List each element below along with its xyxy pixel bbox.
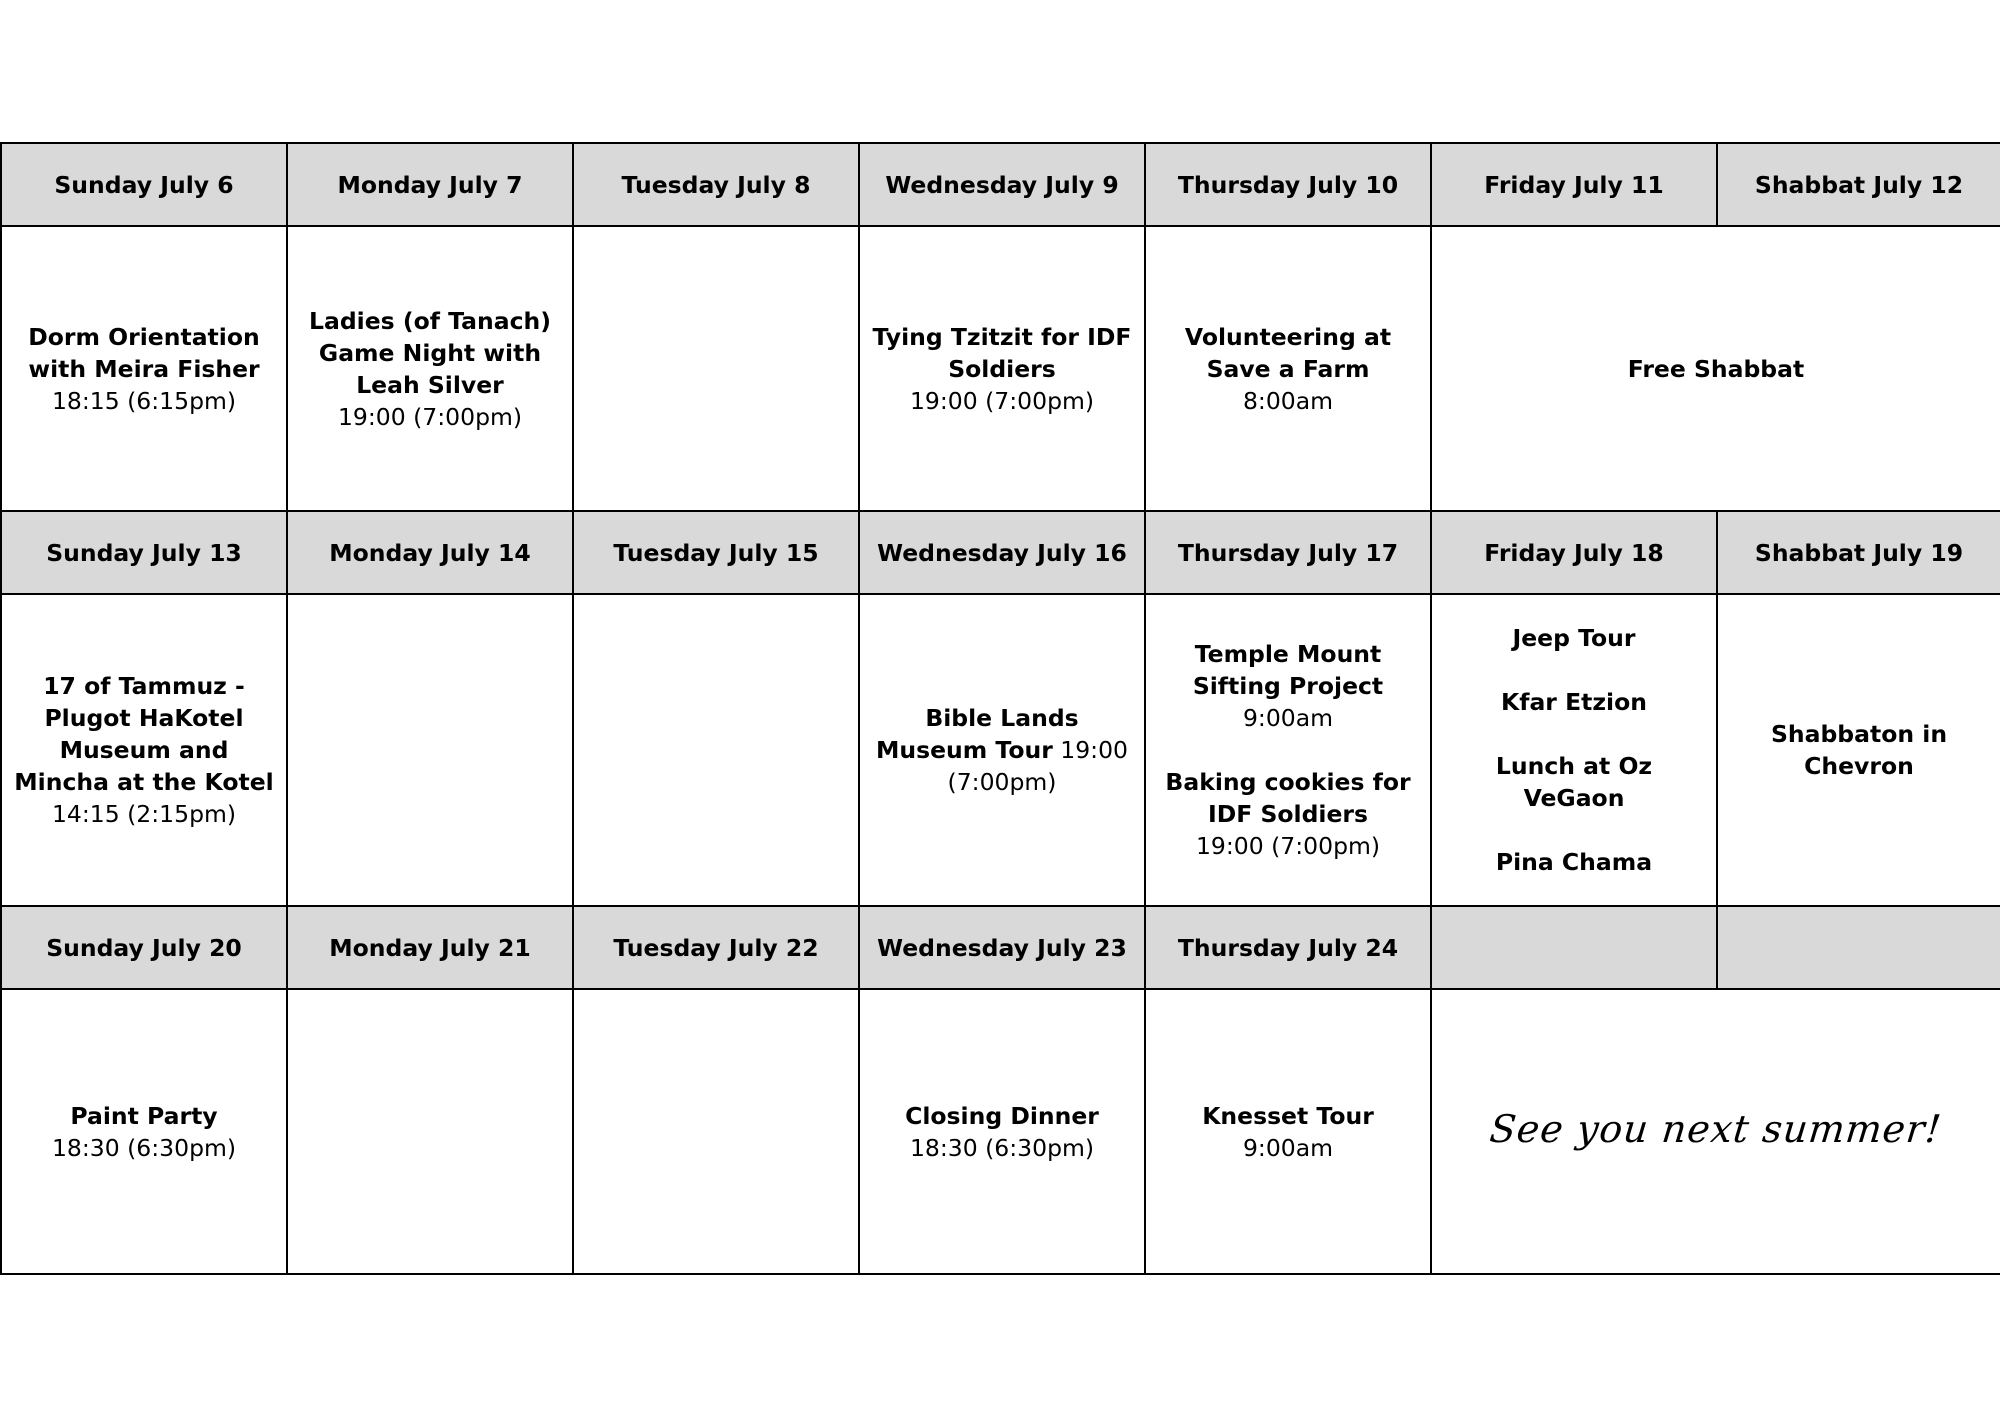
day-header: Wednesday July 23 [859, 906, 1145, 989]
day-header: Monday July 21 [287, 906, 573, 989]
day-cell [859, 989, 1145, 1274]
day-header: Thursday July 24 [1145, 906, 1431, 989]
day-cell-empty [287, 989, 573, 1274]
event-time: 9:00am [1242, 1133, 1334, 1162]
day-header: Monday July 14 [287, 511, 573, 594]
day-cell-empty [573, 989, 859, 1274]
event-time: 9:00am [1242, 704, 1334, 732]
day-header: Sunday July 13 [1, 511, 287, 594]
event-title: 17 of Tammuz - Plugot HaKotel Museum and Mincha at the Kotel [14, 672, 274, 796]
closing-message-cell [1431, 989, 2000, 1274]
event-title: Dorm Orientation with Meira Fisher [28, 322, 260, 383]
week1-events-row [1, 226, 2000, 511]
day-header: Monday July 7 [287, 143, 573, 226]
day-cell [1717, 594, 2000, 906]
day-header: Thursday July 17 [1145, 511, 1431, 594]
event-title: Knesset Tour [1202, 1101, 1374, 1130]
calendar-table [0, 142, 2000, 1275]
day-header: Sunday July 20 [1, 906, 287, 989]
day-header: Shabbat July 12 [1717, 143, 2000, 226]
day-header-empty [1431, 906, 1717, 989]
day-cell-empty [573, 594, 859, 906]
event-time: 19:00 (7:00pm) [947, 736, 1129, 796]
day-cell [1, 989, 287, 1274]
event-time: 19:00 (7:00pm) [337, 402, 523, 431]
week3-events-row [1, 989, 2000, 1274]
day-header: Shabbat July 19 [1717, 511, 2000, 594]
day-cell [1145, 594, 1431, 906]
event-title: Volunteering at Save a Farm [1184, 322, 1392, 383]
day-cell [1431, 594, 1717, 906]
event-title: Paint Party [70, 1101, 218, 1130]
week1-header-row [1, 143, 2000, 226]
event-title: Shabbaton in Chevron [1770, 720, 1948, 780]
day-header: Friday July 11 [1431, 143, 1717, 226]
day-header: Sunday July 6 [1, 143, 287, 226]
day-header: Wednesday July 9 [859, 143, 1145, 226]
closing-message: See you next summer! [1487, 1107, 1945, 1151]
event-title: Lunch at Oz VeGaon [1495, 752, 1653, 812]
day-header: Tuesday July 22 [573, 906, 859, 989]
event-title: Jeep Tour [1512, 624, 1636, 652]
day-cell [859, 594, 1145, 906]
event-title: Tying Tzitzit for IDF Soldiers [872, 322, 1132, 383]
day-header: Friday July 18 [1431, 511, 1717, 594]
day-cell [1145, 226, 1431, 511]
day-header-empty [1717, 906, 2000, 989]
event-title: Free Shabbat [1627, 354, 1805, 383]
event-title: Bible Lands Museum Tour [875, 704, 1079, 764]
week2-events-row [1, 594, 2000, 906]
day-cell-empty [573, 226, 859, 511]
day-cell [1, 594, 287, 906]
day-header: Tuesday July 15 [573, 511, 859, 594]
day-cell [1145, 989, 1431, 1274]
event-title: Baking cookies for IDF Soldiers [1165, 768, 1411, 828]
event-time: 8:00am [1242, 386, 1334, 415]
day-cell [1, 226, 287, 511]
week3-header-row [1, 906, 2000, 989]
day-header: Wednesday July 16 [859, 511, 1145, 594]
day-header: Tuesday July 8 [573, 143, 859, 226]
event-title: Temple Mount Sifting Project [1192, 640, 1384, 700]
event-title: Pina Chama [1495, 848, 1653, 876]
event-time: 14:15 (2:15pm) [51, 800, 237, 828]
event-title: Kfar Etzion [1501, 688, 1647, 716]
event-time: 18:15 (6:15pm) [51, 386, 237, 415]
event-title: Ladies (of Tanach) Game Night with Leah Silver [309, 306, 551, 399]
day-header: Thursday July 10 [1145, 143, 1431, 226]
event-title: Closing Dinner [905, 1101, 1099, 1130]
day-cell [287, 226, 573, 511]
week2-header-row [1, 511, 2000, 594]
event-time: 18:30 (6:30pm) [51, 1133, 237, 1162]
event-time: 19:00 (7:00pm) [909, 386, 1095, 415]
event-time: 18:30 (6:30pm) [909, 1133, 1095, 1162]
day-cell-empty [287, 594, 573, 906]
event-time: 19:00 (7:00pm) [1195, 832, 1381, 860]
day-cell [859, 226, 1145, 511]
weekend-cell [1431, 226, 2000, 511]
